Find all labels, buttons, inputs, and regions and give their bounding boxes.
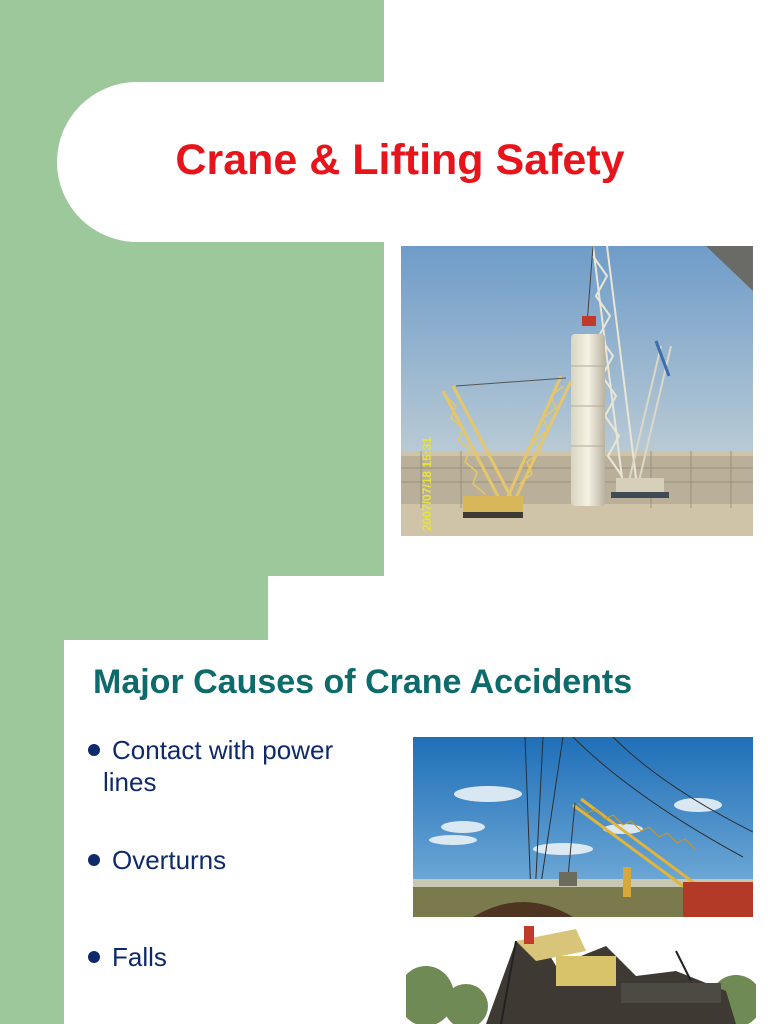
list-item [86, 844, 226, 876]
crane-lift-photo [401, 246, 753, 536]
bullet-icon [88, 854, 100, 866]
bullet-text: Overturns [112, 845, 227, 875]
list-item [86, 734, 333, 798]
bullet-icon [88, 744, 100, 756]
bullet-text-continued: lines [103, 767, 157, 797]
bullet-text: Contact with power [112, 735, 334, 765]
power-line-crane-photo [413, 737, 753, 917]
bullet-text: Falls [112, 942, 167, 972]
green-side-bar [0, 576, 64, 1024]
bullet-icon [88, 951, 100, 963]
slide-heading: Major Causes of Crane Accidents [93, 663, 633, 701]
slide-title-text: Crane & Lifting Safety [175, 136, 625, 184]
list-item [86, 941, 167, 973]
photo-date-stamp: 2007/07/18 15:31 [420, 436, 434, 531]
overturned-crane-photo [406, 921, 756, 1024]
